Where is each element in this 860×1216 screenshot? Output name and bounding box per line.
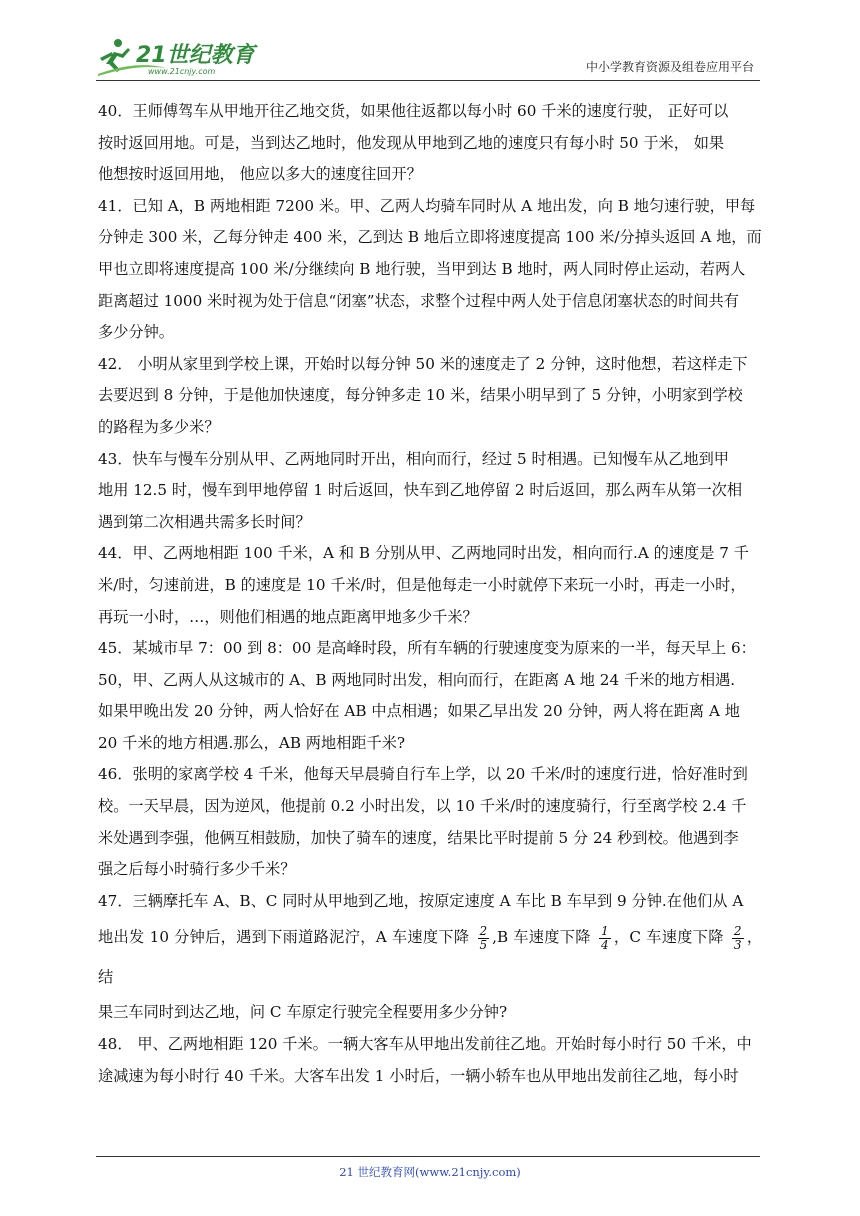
text-line: 分钟走 300 米，乙每分钟走 400 米，乙到达 B 地后立即将速度提高 100 米/分掉头返回 A 地，而	[98, 228, 762, 247]
question-48	[98, 1029, 762, 1092]
footer-text: 21 世纪教育网(www.21cnjy.com)	[339, 1165, 521, 1179]
question-46	[98, 759, 762, 885]
text-line: 米处遇到李强，他俩互相鼓励，加快了骑车的速度，结果比平时提前 5 分 24 秒到校。他遇到李	[98, 828, 739, 847]
fraction-numerator: 2	[733, 923, 742, 938]
text-line: 再玩一小时，…，则他们相遇的地点距离甲地多少千米？	[98, 607, 478, 626]
text-line: 20 千米的地方相遇.那么，AB 两地相距千米?	[98, 733, 406, 752]
fraction	[599, 925, 611, 952]
text-line: 距离超过 1000 米时视为处于信息“闭塞”状态，求整个过程中两人处于信息闭塞状态的时间共有	[98, 291, 739, 310]
text-line: 44．甲、乙两地相距 100 千米，A 和 B 分别从甲、乙两地同时出发，相向而行.A 的速度是 7 千	[98, 544, 749, 563]
text-segment: ，C 车速度下降	[613, 928, 724, 947]
logo-text: 21世纪教育	[136, 43, 255, 68]
fraction-denominator: 5	[479, 937, 488, 952]
text-segment: ,B 车速度下降	[492, 928, 591, 947]
question-44	[98, 538, 762, 633]
text-line: 地用 12.5 时，慢车到甲地停留 1 时后返回，快车到乙地停留 2 时后返回，那么两车从第一次相	[98, 481, 743, 500]
fraction-denominator: 3	[733, 937, 742, 952]
text-line: 40．王师傅驾车从甲地开往乙地交货，如果他往返都以每小时 60 千米的速度行驶， 正好可以	[98, 102, 729, 120]
fraction-denominator: 4	[600, 937, 609, 952]
text-line: 41．已知 A，B 两地相距 7200 米。甲、乙两人均骑车同时从 A 地出发，向 B 地匀速行驶，甲每	[98, 196, 756, 215]
question-43	[98, 444, 762, 539]
text-line: 43．快车与慢车分别从甲、乙两地同时开出，相向而行，经过 5 时相遇。已知慢车从乙地到甲	[98, 449, 729, 468]
fraction	[478, 925, 490, 952]
text-segment: 地出发 10 分钟后，遇到下雨道路泥泞，A 车速度下降	[98, 928, 470, 947]
text-line: 47．三辆摩托车 A、B、C 同时从甲地到乙地，按原定速度 A 车比 B 车早到 9 分钟.在他们从 A	[98, 891, 744, 910]
fraction-numerator: 1	[600, 923, 609, 938]
text-line: 米/时，匀速前进，B 的速度是 10 千米/时，但是他每走一小时就停下来玩一小时，再走一小时，	[98, 575, 746, 594]
text-segment: ，结	[98, 928, 763, 987]
question-42	[98, 349, 762, 444]
text-line: 他想按时返回用地， 他应以多大的速度往回开？	[98, 165, 422, 184]
fraction	[732, 925, 744, 952]
text-line: 48． 甲、乙两地相距 120 千米。一辆大客车从甲地出发前往乙地。开始时每小时行 50 千米，中	[98, 1035, 752, 1054]
question-list	[98, 96, 762, 1092]
text-line: 45．某城市早 7：00 到 8：00 是高峰时段，所有车辆的行驶速度变为原来的一半，每天早上 6：	[98, 639, 756, 658]
logo-url: www.21cnjy.com	[148, 67, 216, 76]
question-41	[98, 191, 762, 349]
text-line: 如果甲晚出发 20 分钟，两人恰好在 AB 中点相遇；如果乙早出发 20 分钟，两人将在距离 A 地	[98, 702, 740, 721]
text-line: 校。一天早晨，因为逆风，他提前 0.2 小时出发，以 10 千米/时的速度骑行，行至离学校 2.4 千	[98, 797, 747, 816]
text-line: 42． 小明从家里到学校上课，开始时以每分钟 50 米的速度走了 2 分钟，这时他想，若这样走下	[98, 354, 748, 373]
text-line: 强之后每小时骑行多少千米？	[98, 860, 296, 879]
text-line: 甲也立即将速度提高 100 米/分继续向 B 地行驶，当甲到达 B 地时，两人同时停止运动，若两人	[98, 259, 746, 278]
fraction-numerator: 2	[479, 923, 488, 938]
platform-title: 中小学教育资源及组卷应用平台	[585, 60, 754, 74]
question-40	[98, 96, 762, 191]
text-line: 50，甲、乙两人从这城市的 A、B 两地同时出发，相向而行，在距离 A 地 24 千米的地方相遇.	[98, 670, 736, 689]
text-line: 多少分钟。	[98, 323, 174, 342]
text-line: 按时返回用地。可是，当到达乙地时，他发现从甲地到乙地的速度只有每小时 50 于米， 如果	[98, 133, 725, 152]
question-45	[98, 633, 762, 759]
logo	[96, 34, 266, 78]
page-header	[96, 34, 760, 81]
text-line-with-fractions	[98, 917, 762, 997]
text-line: 46．张明的家离学校 4 千米，他每天早晨骑自行车上学，以 20 千米/时的速度行进，恰好准时到	[98, 765, 748, 784]
question-47	[98, 886, 762, 1029]
footer-rule	[96, 1156, 760, 1157]
text-line: 果三车同时到达乙地，问 C 车原定行驶完全程要用多少分钟?	[98, 1003, 508, 1022]
text-line: 遇到第二次相遇共需多长时间？	[98, 512, 311, 531]
text-line: 途减速为每小时行 40 千米。大客车出发 1 小时后，一辆小轿车也从甲地出发前往乙地，每小时	[98, 1066, 739, 1085]
text-line: 去要迟到 8 分钟，于是他加快速度，每分钟多走 10 米，结果小明早到了 5 分钟，小明家到学校	[98, 386, 743, 405]
text-line: 的路程为多少米？	[98, 417, 220, 436]
